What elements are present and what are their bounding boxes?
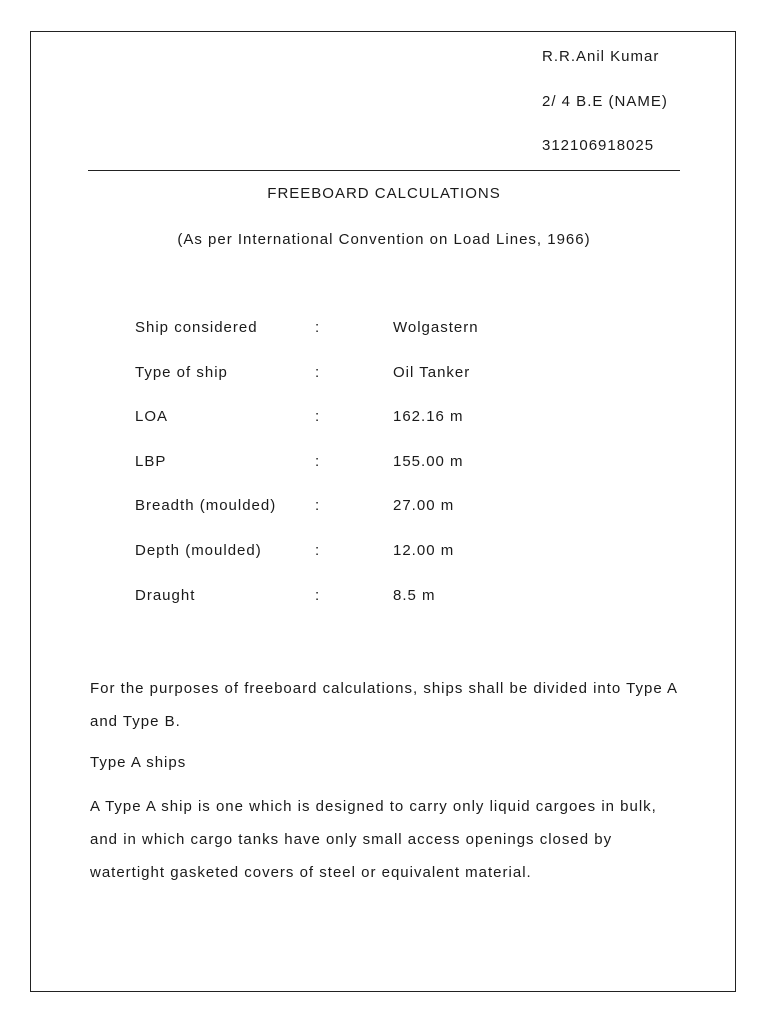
spec-separator: : bbox=[315, 452, 321, 470]
document-title: FREEBOARD CALCULATIONS bbox=[267, 185, 501, 202]
spec-label: LBP bbox=[135, 452, 167, 470]
intro-paragraph: For the purposes of freeboard calculations, ships shall be divided into Type A and Type B. bbox=[90, 680, 678, 730]
author-block bbox=[542, 48, 668, 182]
spec-row bbox=[135, 453, 615, 498]
spec-separator: : bbox=[315, 586, 321, 604]
spec-value: 155.00 m bbox=[393, 452, 464, 470]
spec-separator: : bbox=[315, 408, 321, 426]
spec-value: Oil Tanker bbox=[393, 363, 471, 381]
spec-label: Draught bbox=[135, 586, 196, 604]
author-class: 2/ 4 B.E (NAME) bbox=[542, 92, 668, 110]
spec-value: 12.00 m bbox=[393, 541, 455, 559]
spec-value: Wolgastern bbox=[393, 319, 479, 336]
spec-label: LOA bbox=[135, 408, 169, 426]
header-divider bbox=[88, 170, 680, 171]
author-roll-number: 312106918025 bbox=[542, 137, 655, 154]
spec-row bbox=[135, 364, 615, 409]
spec-label: Breadth (moulded) bbox=[135, 497, 277, 515]
spec-value: 27.00 m bbox=[393, 497, 455, 515]
spec-row bbox=[135, 319, 615, 364]
spec-separator: : bbox=[315, 541, 321, 559]
spec-label: Ship considered bbox=[135, 319, 258, 336]
spec-label: Depth (moulded) bbox=[135, 541, 262, 559]
spec-label: Type of ship bbox=[135, 363, 228, 381]
type-a-paragraph: A Type A ship is one which is designed to carry only liquid cargoes in bulk, and in which cargo tanks have only small access openings closed by watertight gasketed covers of steel or equivalent material. bbox=[90, 798, 657, 881]
spec-value: 162.16 m bbox=[393, 408, 464, 426]
ship-specs-table bbox=[135, 319, 615, 631]
spec-row bbox=[135, 542, 615, 587]
spec-row bbox=[135, 497, 615, 542]
spec-separator: : bbox=[315, 363, 321, 381]
spec-row bbox=[135, 408, 615, 453]
type-a-heading: Type A ships bbox=[90, 754, 187, 771]
spec-separator: : bbox=[315, 319, 321, 336]
author-name: R.R.Anil Kumar bbox=[542, 48, 660, 65]
spec-row bbox=[135, 587, 615, 632]
spec-value: 8.5 m bbox=[393, 586, 436, 604]
document-subtitle: (As per International Convention on Load Lines, 1966) bbox=[177, 231, 591, 248]
spec-separator: : bbox=[315, 497, 321, 515]
